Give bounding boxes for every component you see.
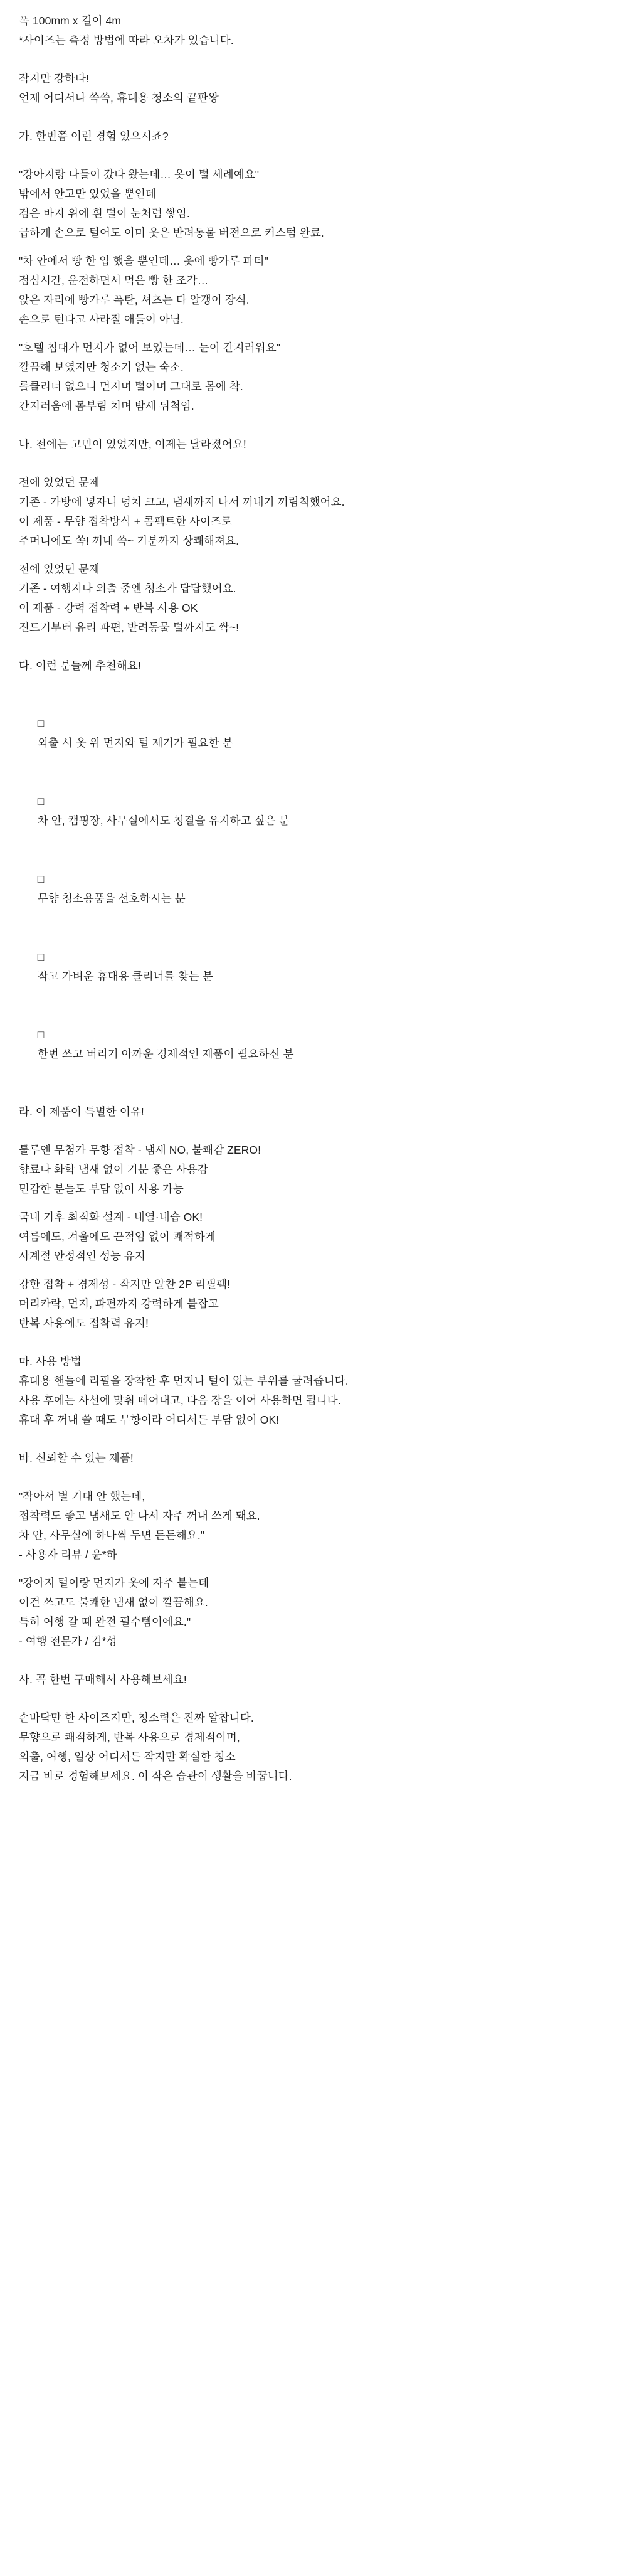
tagline-line-2: 언제 어디서나 쓱쓱, 휴대용 청소의 끝판왕 [19,92,219,104]
checkbox-icon: □ [37,795,48,807]
spacer [19,50,608,69]
review-author: - 사용자 리뷰 / 윤*하 [19,1548,117,1561]
feature-line: 머리카락, 먼지, 파편까지 강력하게 붙잡고 [19,1297,219,1310]
comparison-label: 전에 있었던 문제 [19,563,100,575]
review-line: 이건 쓰고도 불쾌한 냄새 없이 깔끔해요. [19,1596,208,1609]
section-f-heading: 바. 신뢰할 수 있는 제품! [19,1452,134,1464]
checklist-item-label: 외출 시 옷 위 먼지와 털 제거가 필요한 분 [37,737,233,749]
closing-line: 무향으로 쾌적하게, 반복 사용으로 경제적이며, [19,1731,240,1743]
section-e-body [19,1371,608,1430]
case-title: "차 안에서 빵 한 입 했을 뿐인데… 옷에 빵가루 파티" [19,255,268,267]
section-f-review-2 [19,1573,608,1651]
spacer [19,1333,608,1352]
checklist-item-label: 한번 쓰고 버리기 아까운 경제적인 제품이 필요하신 분 [37,1048,294,1060]
spacer [19,243,608,252]
feature-line: 강한 접착 + 경제성 - 작지만 알찬 2P 리필팩! [19,1278,231,1291]
feature-line: 반복 사용에도 접착력 유지! [19,1317,149,1329]
feature-line: 민감한 분들도 부담 없이 사용 가능 [19,1183,184,1195]
review-line: "작아서 별 기대 안 했는데, [19,1490,145,1503]
comparison-line: 기존 - 가방에 넣자니 덩치 크고, 냄새까지 나서 꺼내기 꺼림칙했어요. [19,496,345,508]
spacer [19,676,608,695]
closing-line: 손바닥만 한 사이즈지만, 청소력은 진짜 알찹니다. [19,1711,254,1724]
spec-block [19,11,608,50]
comparison-line: 진드기부터 유리 파편, 반려동물 털까지도 싹~! [19,621,240,634]
section-a-heading: 가. 한번쯤 이런 경험 있으시죠? [19,130,169,142]
comparison-line: 기존 - 여행지나 외출 중엔 청소가 답답했어요. [19,582,236,595]
review-line: 차 안, 사무실에 하나씩 두면 든든해요." [19,1529,205,1541]
checklist-item [19,772,608,850]
section-b-comparison-1 [19,473,608,551]
spec-size: 폭 100mm x 길이 4m [19,14,122,27]
tagline-block [19,69,608,108]
usage-line: 휴대 후 꺼내 쓸 때도 무향이라 어디서든 부담 없이 OK! [19,1413,280,1426]
section-c-heading: 다. 이런 분들께 추천해요! [19,659,141,672]
feature-line: 국내 기후 최적화 설계 - 내열·내습 OK! [19,1211,203,1223]
comparison-label: 전에 있었던 문제 [19,476,100,489]
case-line: 밖에서 안고만 있었을 뿐인데 [19,188,156,200]
spacer [19,1083,608,1102]
section-g-body [19,1708,608,1786]
section-d-heading: 라. 이 제품이 특별한 이유! [19,1105,144,1118]
case-line: 검은 바지 위에 흰 털이 눈처럼 쌓임. [19,207,190,220]
checklist-item-label: 작고 가벼운 휴대용 클리너를 찾는 분 [37,970,213,982]
comparison-line: 이 제품 - 강력 접착력 + 반복 사용 OK [19,602,198,614]
spacer [19,1122,608,1141]
spacer [19,1690,608,1708]
case-line: 깔끔해 보였지만 청소기 없는 숙소. [19,361,184,373]
feature-line: 여름에도, 겨울에도 끈적임 없이 쾌적하게 [19,1230,216,1243]
checkbox-icon: □ [37,873,48,885]
spec-note: *사이즈는 측정 방법에 따라 오차가 있습니다. [19,34,234,46]
review-line: "강아지 털이랑 먼지가 옷에 자주 붙는데 [19,1577,209,1589]
spacer [19,1199,608,1208]
case-line: 점심시간, 운전하면서 먹은 빵 한 조각… [19,274,209,287]
review-author: - 여행 전문가 / 김*성 [19,1635,117,1647]
section-b-comparison-2 [19,560,608,637]
spacer [19,108,608,127]
section-c-checklist [19,695,608,1083]
comparison-line: 이 제품 - 무향 접착방식 + 콤팩트한 사이즈로 [19,515,233,528]
checklist-item [19,850,608,928]
review-line: 접착력도 좋고 냄새도 안 나서 자주 꺼내 쓰게 돼요. [19,1509,260,1522]
section-d-feature-2 [19,1208,608,1266]
feature-line: 툴루엔 무첨가 무향 접착 - 냄새 NO, 불쾌감 ZERO! [19,1144,261,1156]
section-e-heading: 마. 사용 방법 [19,1355,82,1368]
section-f-review-1 [19,1487,608,1565]
spacer [19,637,608,656]
spacer [19,1468,608,1487]
spacer [19,416,608,435]
section-a-case-2 [19,252,608,329]
checklist-item [19,1006,608,1083]
spacer [19,146,608,165]
section-d-feature-1 [19,1141,608,1199]
review-line: 특히 여행 갈 때 완전 필수템이에요." [19,1615,191,1628]
spacer [19,1430,608,1449]
tagline-line-1: 작지만 강하다! [19,72,89,85]
spacer [19,1651,608,1670]
feature-line: 향료나 화학 냄새 없이 기분 좋은 사용감 [19,1163,208,1176]
checkbox-icon: □ [37,717,48,730]
spacer [19,1565,608,1573]
section-a-case-3 [19,338,608,416]
spacer [19,454,608,473]
spacer [19,329,608,338]
case-title: "호텔 침대가 먼지가 없어 보였는데… 눈이 간지러워요" [19,341,281,354]
case-line: 손으로 턴다고 사라질 애들이 아님. [19,313,184,326]
case-line: 급하게 손으로 털어도 이미 옷은 반려동물 버전으로 커스텀 완료. [19,226,324,239]
usage-line: 사용 후에는 사선에 맞춰 떼어내고, 다음 장을 이어 사용하면 됩니다. [19,1394,341,1407]
case-title: "강아지랑 나들이 갔다 왔는데… 옷이 털 세례예요" [19,168,260,181]
checklist-item [19,695,608,772]
usage-line: 휴대용 핸들에 리필을 장착한 후 먼지나 털이 있는 부위를 굴려줍니다. [19,1375,349,1387]
checklist-item-label: 무향 청소용품을 선호하시는 분 [37,892,186,905]
checkbox-icon: □ [37,950,48,963]
spacer [19,551,608,560]
checklist-item-label: 차 안, 캠핑장, 사무실에서도 청결을 유지하고 싶은 분 [37,814,290,827]
closing-line: 외출, 여행, 일상 어디서든 작지만 확실한 청소 [19,1750,236,1763]
checkbox-icon: □ [37,1028,48,1041]
section-g-heading: 사. 꼭 한번 구매해서 사용해보세요! [19,1673,187,1686]
section-a-case-1 [19,165,608,243]
section-b-heading: 나. 전에는 고민이 있었지만, 이제는 달라졌어요! [19,438,246,450]
comparison-line: 주머니에도 쏙! 꺼내 쓱~ 기분까지 상쾌해져요. [19,535,240,547]
checklist-item [19,928,608,1006]
section-d-feature-3 [19,1275,608,1333]
case-line: 앉은 자리에 빵가루 폭탄, 셔츠는 다 알갱이 장식. [19,294,250,306]
spacer [19,1266,608,1275]
feature-line: 사계절 안정적인 성능 유지 [19,1250,145,1262]
case-line: 롤클리너 없으니 먼지며 털이며 그대로 몸에 착. [19,380,243,393]
closing-line: 지금 바로 경험해보세요. 이 작은 습관이 생활을 바꿉니다. [19,1770,292,1782]
case-line: 간지러움에 몸부림 치며 밤새 뒤척임. [19,400,194,412]
